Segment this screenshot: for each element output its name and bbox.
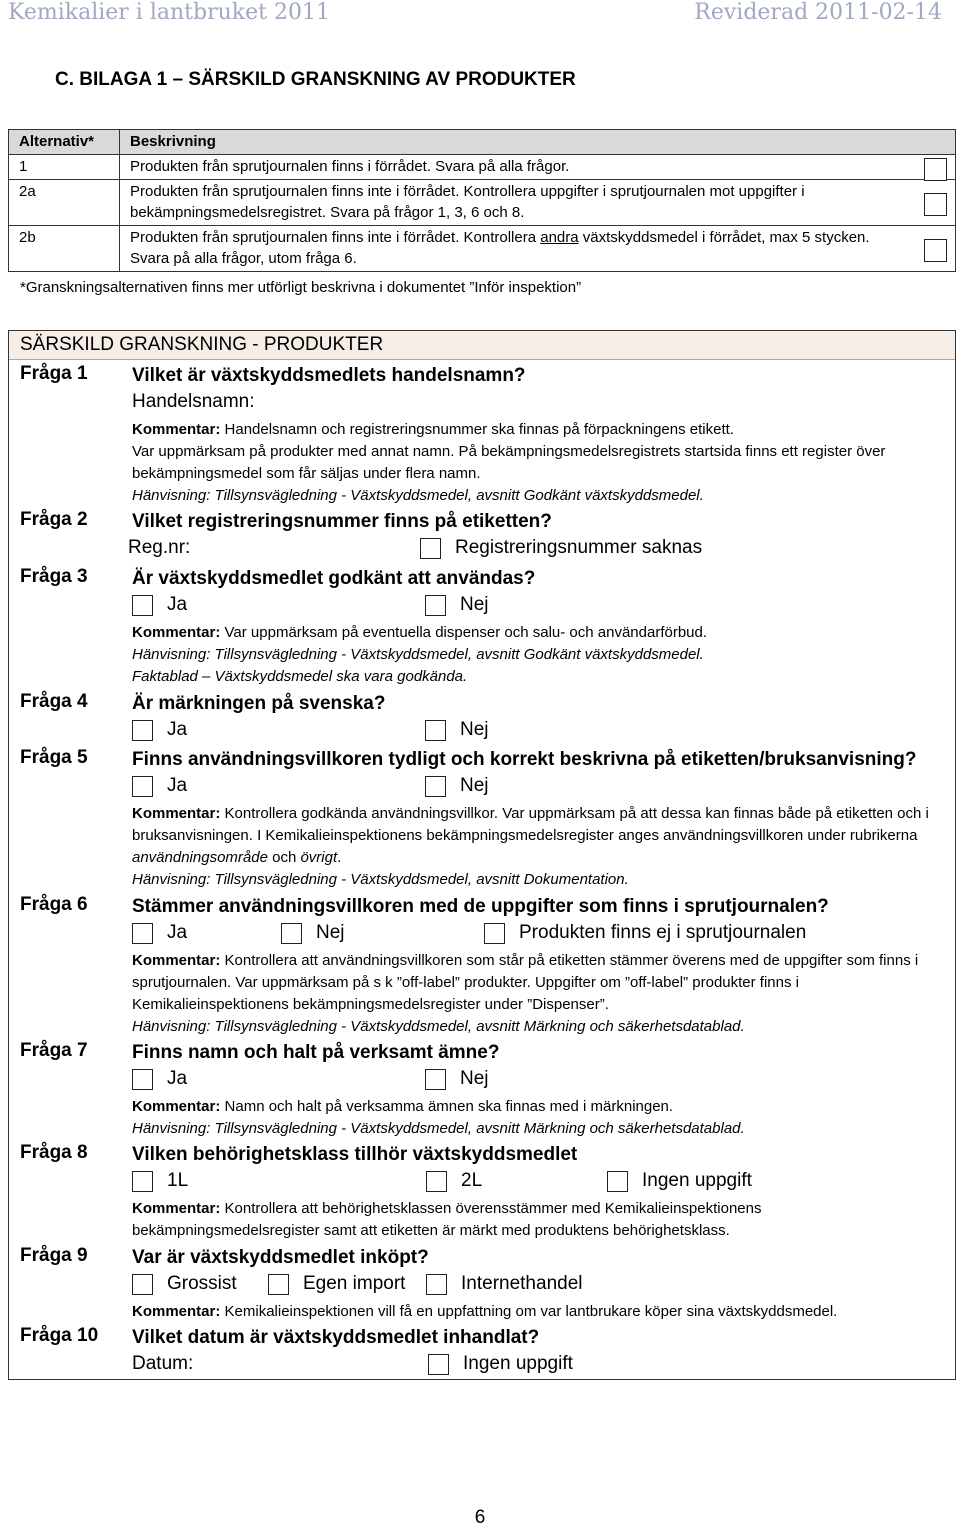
checkbox[interactable] — [420, 538, 441, 559]
option-ingen-uppgift[interactable]: Ingen uppgift — [428, 1353, 573, 1375]
option-ingen-uppgift[interactable]: Ingen uppgift — [607, 1170, 752, 1192]
question-label: Fråga 4 — [20, 691, 88, 712]
option-nej[interactable]: Nej — [425, 594, 489, 616]
question-label: Fråga 3 — [20, 566, 88, 587]
comment: Kommentar: Kontrollera att användningsvillkoren som står på etiketten stämmer överens med de uppgifter som finns i sprutjournalen. Var uppmärksam på s k ”off-label” produkter. Uppgifter om ”off-label” produkter finns i Kemikalieinspektionens bekämpningsmedelsregister under ”Dispenser”. — [132, 952, 919, 1013]
option-2l[interactable]: 2L — [426, 1170, 482, 1192]
alt-description: Produkten från sprutjournalen finns i förrådet. Svara på alla frågor. — [130, 158, 570, 175]
checkbox[interactable] — [426, 1171, 447, 1192]
question-label: Fråga 9 — [20, 1245, 88, 1266]
alt-cell — [120, 155, 956, 180]
alt-code: 1 — [9, 155, 120, 180]
question-title: Vilket datum är växtskyddsmedlet inhandlat? — [132, 1327, 540, 1348]
reference: Hänvisning: Tillsynsvägledning - Växtskyddsmedel, avsnitt Dokumentation. — [132, 871, 629, 888]
checkbox[interactable] — [425, 720, 446, 741]
option-ja[interactable]: Ja — [132, 775, 187, 797]
checkbox[interactable] — [132, 720, 153, 741]
answer-row — [132, 1066, 947, 1096]
question-title: Vilket registreringsnummer finns på etiketten? — [132, 511, 552, 532]
option-nej[interactable]: Nej — [281, 922, 345, 944]
alt-cell — [120, 226, 956, 272]
alt-description: Produkten från sprutjournalen finns inte i förrådet. Kontrollera andra växtskyddsmedel i förrådet, max 5 stycken. Svara på alla frågor, utom fråga 6. — [130, 229, 870, 267]
running-header-date: Reviderad 2011-02-14 — [694, 0, 942, 25]
option-ja[interactable]: Ja — [132, 1068, 187, 1090]
question-title: Finns användningsvillkoren tydligt och korrekt beskrivna på etiketten/bruksanvisning? — [132, 749, 917, 770]
question-label: Fråga 5 — [20, 747, 88, 768]
checkbox[interactable] — [132, 595, 153, 616]
comment: Kommentar: Namn och halt på verksamma ämnen ska finnas med i märkningen. — [132, 1098, 674, 1115]
option-regnr-saknas[interactable]: Registreringsnummer saknas — [420, 537, 702, 559]
option-nej[interactable]: Nej — [425, 719, 489, 741]
checkbox[interactable] — [425, 595, 446, 616]
question-title: Är växtskyddsmedlet godkänt att användas? — [132, 568, 536, 589]
checkbox[interactable] — [132, 1171, 153, 1192]
answer-row — [132, 389, 947, 419]
reference: Hänvisning: Tillsynsvägledning - Växtskyddsmedel, avsnitt Märkning och säkerhetsdatablad. — [132, 1018, 745, 1035]
answer-row — [132, 1351, 947, 1381]
checkbox[interactable] — [132, 1274, 153, 1295]
alt-code: 2b — [9, 226, 120, 272]
question-title: Är märkningen på svenska? — [132, 693, 386, 714]
question-title: Var är växtskyddsmedlet inköpt? — [132, 1247, 429, 1268]
option-ja[interactable]: Ja — [132, 594, 187, 616]
table-row — [9, 226, 956, 272]
handelsnamn-field[interactable]: Handelsnamn: — [132, 391, 255, 412]
running-header-title: Kemikalier i lantbruket 2011 — [8, 0, 330, 25]
table-header-row — [9, 130, 956, 155]
checkbox[interactable] — [132, 776, 153, 797]
checkbox[interactable] — [425, 776, 446, 797]
checkbox[interactable] — [426, 1274, 447, 1295]
section-title: C. BILAGA 1 – SÄRSKILD GRANSKNING AV PRODUKTER — [55, 69, 576, 90]
checkbox[interactable] — [132, 1069, 153, 1090]
question-label: Fråga 10 — [20, 1325, 99, 1346]
option-nej[interactable]: Nej — [425, 1068, 489, 1090]
box-header — [9, 331, 955, 360]
checkbox[interactable] — [425, 1069, 446, 1090]
option-ja[interactable]: Ja — [132, 922, 187, 944]
col-header-alternativ: Alternativ* — [9, 130, 120, 155]
box-title: SÄRSKILD GRANSKNING - PRODUKTER — [20, 334, 384, 355]
col-header-beskrivning: Beskrivning — [120, 130, 956, 155]
answer-row — [132, 1168, 947, 1198]
question-label: Fråga 2 — [20, 509, 88, 530]
answer-row — [132, 920, 947, 950]
option-ej-i-sprutjournalen[interactable]: Produkten finns ej i sprutjournalen — [484, 922, 806, 944]
reference: Hänvisning: Tillsynsvägledning - Växtskyddsmedel, avsnitt Godkänt växtskyddsmedel. — [132, 646, 704, 663]
checkbox[interactable] — [281, 923, 302, 944]
question-label: Fråga 1 — [20, 363, 88, 384]
reference: Hänvisning: Tillsynsvägledning - Växtskyddsmedel, avsnitt Märkning och säkerhetsdatablad. — [132, 1120, 745, 1137]
option-egen-import[interactable]: Egen import — [268, 1273, 405, 1295]
answer-row — [132, 773, 947, 803]
question-title: Finns namn och halt på verksamt ämne? — [132, 1042, 500, 1063]
option-internethandel[interactable]: Internethandel — [426, 1273, 583, 1295]
answer-row — [132, 592, 947, 622]
reference: Faktablad – Växtskyddsmedel ska vara godkända. — [132, 668, 468, 685]
product-review-box — [8, 330, 956, 1380]
comment: Kommentar: Var uppmärksam på eventuella dispenser och salu- och användarförbud. — [132, 624, 708, 641]
answer-row — [132, 1271, 947, 1301]
question-label: Fråga 8 — [20, 1142, 88, 1163]
option-grossist[interactable]: Grossist — [132, 1273, 237, 1295]
page-number: 6 — [474, 1507, 486, 1528]
answer-row — [128, 535, 947, 565]
checkbox[interactable] — [428, 1354, 449, 1375]
checkbox[interactable] — [132, 923, 153, 944]
option-nej[interactable]: Nej — [425, 775, 489, 797]
regnr-field[interactable]: Reg.nr: — [128, 537, 191, 558]
alt-cell — [120, 180, 956, 226]
checkbox[interactable] — [607, 1171, 628, 1192]
comment: Kommentar: Handelsnamn och registreringsnummer ska finnas på förpackningens etikett. — [132, 421, 734, 438]
alt-code: 2a — [9, 180, 120, 226]
comment: Var uppmärksam på produkter med annat namn. På bekämpningsmedelsregistrets startsida finns ett register över bekämpningsmedel som får säljas under flera namn. — [132, 443, 886, 482]
checkbox[interactable] — [484, 923, 505, 944]
reference: Hänvisning: Tillsynsvägledning - Växtskyddsmedel, avsnitt Godkänt växtskyddsmedel. — [132, 487, 704, 504]
question-label: Fråga 7 — [20, 1040, 88, 1061]
question-title: Stämmer användningsvillkoren med de uppgifter som finns i sprutjournalen? — [132, 896, 829, 917]
answer-row — [132, 717, 947, 747]
alt-1-checkbox[interactable] — [924, 158, 947, 181]
question-title: Vilken behörighetsklass tillhör växtskyddsmedlet — [132, 1144, 578, 1165]
alt-2a-checkbox[interactable] — [924, 193, 947, 216]
question-label: Fråga 6 — [20, 894, 88, 915]
comment: Kommentar: Kemikalieinspektionen vill få en uppfattning om var lantbrukare köper sina växtskyddsmedel. — [132, 1303, 838, 1320]
datum-field[interactable]: Datum: — [132, 1353, 194, 1374]
table-row — [9, 180, 956, 226]
alt-2b-checkbox[interactable] — [924, 239, 947, 262]
footnote: *Granskningsalternativen finns mer utförligt beskrivna i dokumentet ”Inför inspektion” — [20, 279, 582, 296]
option-ja[interactable]: Ja — [132, 719, 187, 741]
alternatives-table — [8, 129, 956, 272]
table-row — [9, 155, 956, 180]
question-title: Vilket är växtskyddsmedlets handelsnamn? — [132, 365, 526, 386]
checkbox[interactable] — [268, 1274, 289, 1295]
option-1l[interactable]: 1L — [132, 1170, 188, 1192]
comment: Kommentar: Kontrollera godkända användningsvillkor. Var uppmärksam på att dessa kan finnas både på etiketten och i bruksanvisningen. I Kemikalieinspektionens bekämpningsmedelsregister anges användningsvillkoren under rubrikerna användningsområde och övrigt. — [132, 805, 929, 866]
alt-description: Produkten från sprutjournalen finns inte i förrådet. Kontrollera uppgifter i sprutjournalen mot uppgifter i bekämpningsmedelsregistret. Svara på frågor 1, 3, 6 och 8. — [130, 183, 805, 221]
comment: Kommentar: Kontrollera att behörighetsklassen överensstämmer med Kemikalieinspektionens bekämpningsmedelsregister samt att etiketten är märkt med produktens behörighetsklass. — [132, 1200, 762, 1239]
